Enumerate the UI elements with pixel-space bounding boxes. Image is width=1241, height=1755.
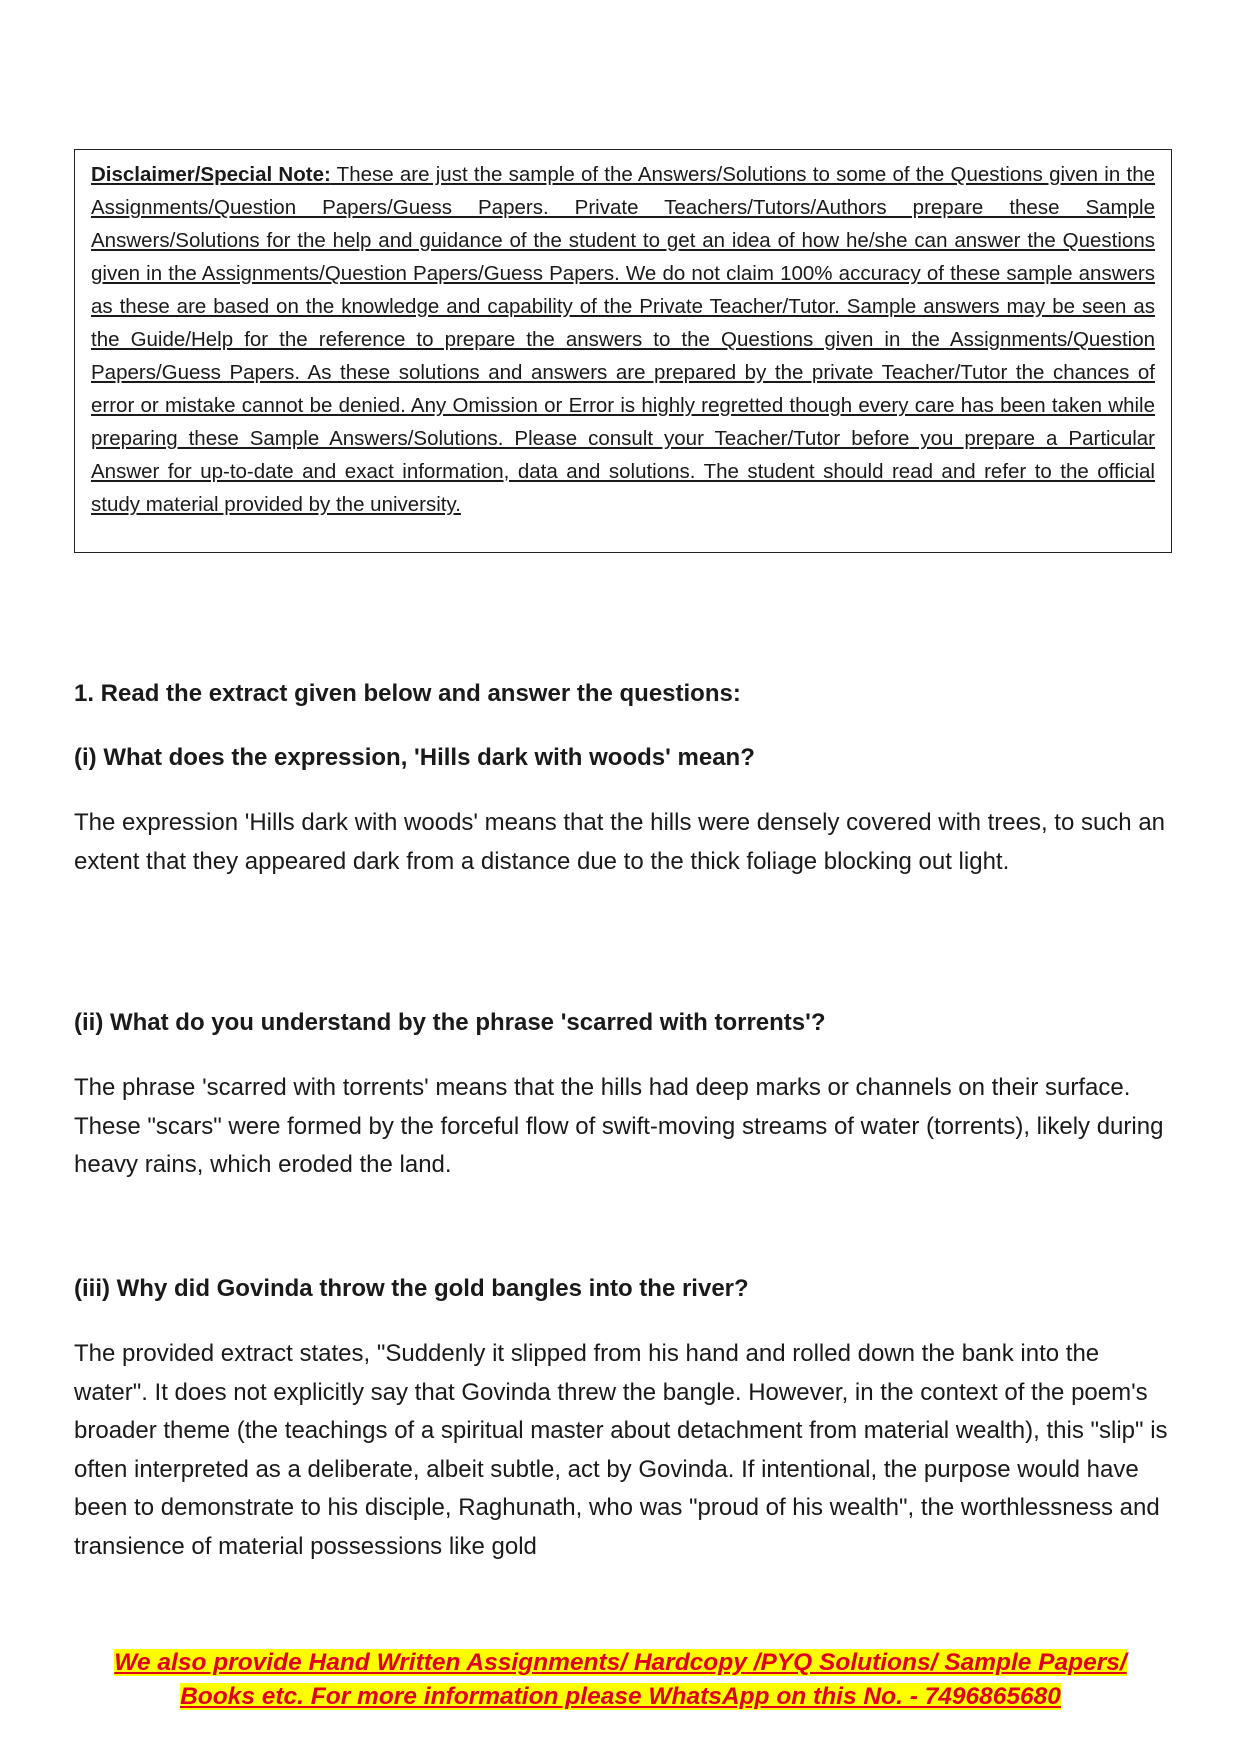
- footer-line-1: We also provide Hand Written Assignments/ Hardcopy /PYQ Solutions/ Sample Papers/: [114, 1649, 1127, 1676]
- question-3-heading: (iii) Why did Govinda throw the gold bangles into the river?: [74, 1275, 749, 1302]
- disclaimer-label: Disclaimer/Special Note:: [91, 163, 331, 186]
- disclaimer-body: These are just the sample of the Answers/Solutions to some of the Questions given in the Assignments/Question Papers/Guess Papers. Private Teachers/Tutors/Authors prepare these Sample Answers/Solutions for the help and guidance of the student to get an idea of how he/she can answer the Questions given in the Assignments/Question Papers/Guess Papers. We do not claim 100% accuracy of these sample answers as these are based on the knowledge and capability of the Private Teacher/Tutor. Sample answers may be seen as the Guide/Help for the reference to prepare the answers to the Questions given in the Assignments/Question Papers/Guess Papers. As these solutions and answers are prepared by the private Teacher/Tutor the chances of error or mistake cannot be denied. Any Omission or Error is highly regretted though every care has been taken while preparing these Sample Answers/Solutions. Please consult your Teacher/Tutor before you prepare a Particular Answer for up-to-date and exact information, data and solutions. The student should read and refer to the official study material provided by the university.: [91, 163, 1155, 516]
- question-2-answer: The phrase 'scarred with torrents' means that the hills had deep marks or channels on their surface. These "scars" were formed by the forceful flow of swift-moving streams of water (torrents), likely during heavy rains, which eroded the land.: [74, 1074, 1164, 1178]
- main-question-heading: 1. Read the extract given below and answer the questions:: [74, 680, 741, 707]
- disclaimer-text: [91, 158, 1155, 521]
- footer-line-2: Books etc. For more information please WhatsApp on this No. - 7496865680: [180, 1683, 1061, 1710]
- footer-promo: [0, 1646, 1241, 1714]
- question-3-answer: The provided extract states, "Suddenly it slipped from his hand and rolled down the bank into the water". It does not explicitly say that Govinda threw the bangle. However, in the context of the poem's broader theme (the teachings of a spiritual master about detachment from material wealth), this "slip" is often interpreted as a deliberate, albeit subtle, act by Govinda. If intentional, the purpose would have been to demonstrate to his disciple, Raghunath, who was "proud of his wealth", the worthlessness and transience of material possessions like gold: [74, 1340, 1168, 1560]
- question-1-answer: The expression 'Hills dark with woods' means that the hills were densely covered with trees, to such an extent that they appeared dark from a distance due to the thick foliage blocking out light.: [74, 809, 1166, 875]
- question-2-heading: (ii) What do you understand by the phrase 'scarred with torrents'?: [74, 1009, 826, 1036]
- disclaimer-box: [74, 149, 1172, 553]
- question-1-heading: (i) What does the expression, 'Hills dark with woods' mean?: [74, 744, 755, 771]
